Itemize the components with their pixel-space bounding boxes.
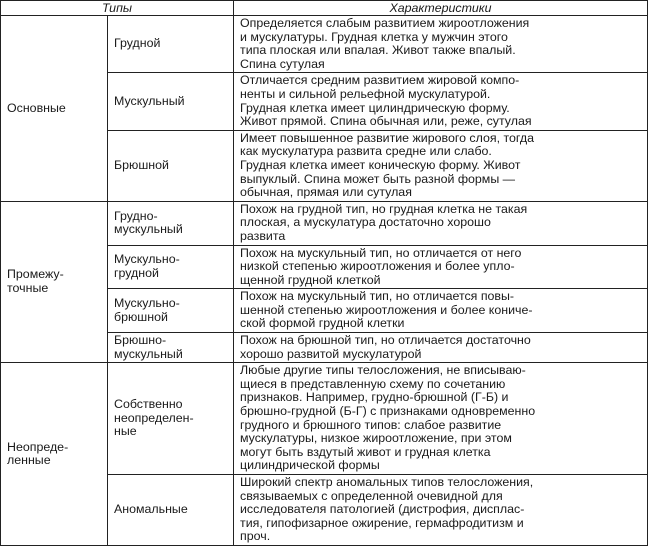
type-name: Брюшно- мускульный xyxy=(108,333,234,363)
type-description: Любые другие типы телосложения, не вписываю- щиеся в представленную схему по сочетанию признаков. Например, грудно-брюшной (Г-Б) и брюшно-грудной (Б-Г) с признаками одновременно грудного и брюшного типов: слабое развитие мускулатуры, низкое жироотложение, при этом могут быть вздутый живот и грудная клетка цилиндрической формы xyxy=(234,363,648,475)
type-name: Брюшной xyxy=(108,130,234,201)
group-main: Основные xyxy=(1,16,108,202)
header-characteristics: Характеристики xyxy=(234,1,648,16)
type-description: Определяется слабым развитием жироотложения и мускулатуры. Грудная клетка у мужчин этого типа плоская или впалая. Живот также впалый. Спина сутулая xyxy=(234,16,648,73)
type-name: Собственно неопределен- ные xyxy=(108,363,234,475)
group-intermediate: Промежу- точные xyxy=(1,201,108,363)
type-description: Похож на мускульный тип, но отличается от него низкой степенью жироотложения и более упло- щенной грудной клеткой xyxy=(234,245,648,289)
type-name: Мускульно- грудной xyxy=(108,245,234,289)
type-name: Аномальные xyxy=(108,475,234,546)
type-description: Широкий спектр аномальных типов телосложения, связываемых с определенной очевидной для исследователя патологией (дистрофия, дисплас- тия, гипофизарное ожирение, гермафродитизм и проч. xyxy=(234,475,648,546)
table-row xyxy=(1,363,648,475)
header-row xyxy=(1,1,648,16)
header-types: Типы xyxy=(1,1,234,16)
type-description: Имеет повышенное развитие жирового слоя, тогда как мускулатура развита средне или слабо. Грудная клетка имеет коническую форму. Живот выпуклый. Спина может быть разной формы — обычная, прямая или сутулая xyxy=(234,130,648,201)
type-name: Грудной xyxy=(108,16,234,73)
group-undefined: Неопреде- ленные xyxy=(1,363,108,546)
type-description: Похож на грудной тип, но грудная клетка не такая плоская, а мускулатура достаточно хорошо развита xyxy=(234,201,648,245)
table-row xyxy=(1,16,648,73)
type-name: Грудно- мускульный xyxy=(108,201,234,245)
type-description: Отличается средним развитием жировой компо- ненты и сильной рельефной мускулатурой. Грудная клетка имеет цилиндрическую форму. Живот прямой. Спина обычная или, реже, сутулая xyxy=(234,73,648,130)
type-name: Мускульный xyxy=(108,73,234,130)
type-name: Мускульно- брюшной xyxy=(108,289,234,333)
type-description: Похож на мускульный тип, но отличается повы- шенной степенью жироотложения и более кониче- ской формой грудной клетки xyxy=(234,289,648,333)
table-row xyxy=(1,201,648,245)
type-description: Похож на брюшной тип, но отличается достаточно хорошо развитой мускулатурой xyxy=(234,333,648,363)
